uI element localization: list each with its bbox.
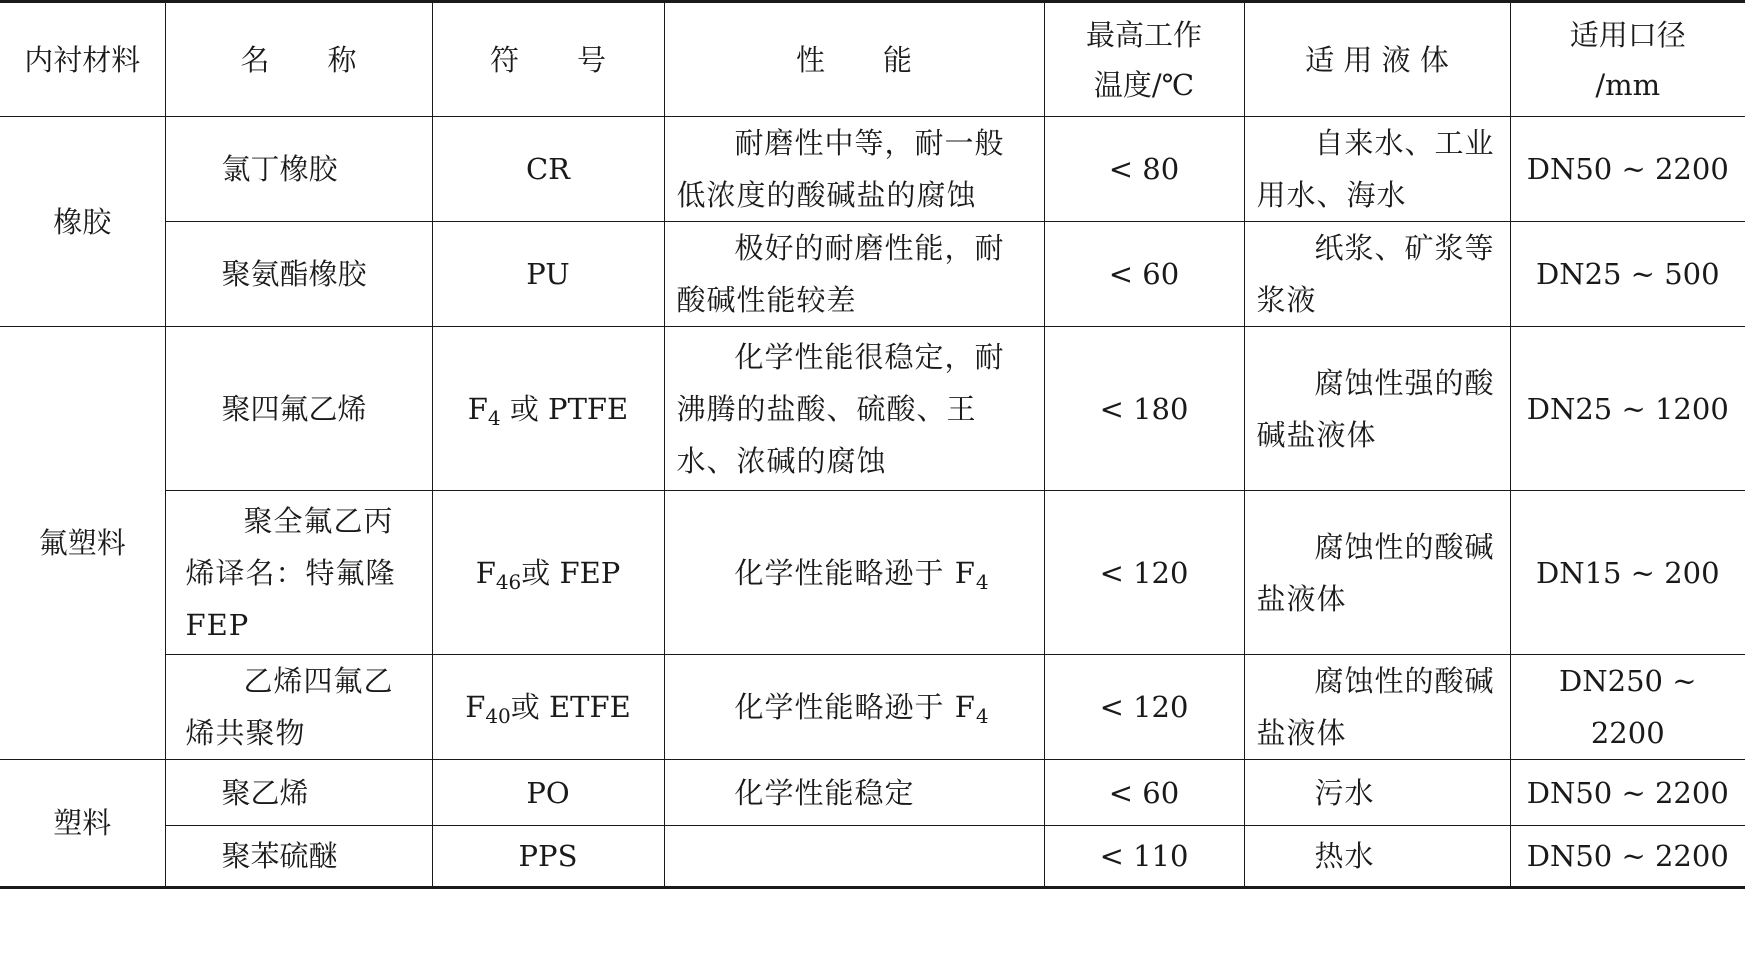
performance-cell: 化学性能稳定 bbox=[664, 760, 1044, 826]
symbol-main: F bbox=[465, 690, 486, 724]
header-material: 内衬材料 bbox=[0, 2, 165, 117]
header-symbol: 符 号 bbox=[432, 2, 664, 117]
max-temp-cell: < 120 bbox=[1044, 491, 1244, 655]
name-cell: 乙烯四氟乙烯共聚物 bbox=[165, 655, 432, 760]
symbol-main: F bbox=[467, 391, 488, 426]
name-cell: 氯丁橡胶 bbox=[165, 117, 432, 222]
performance-subscript: 4 bbox=[975, 569, 990, 594]
performance-cell: 化学性能很稳定，耐沸腾的盐酸、硫酸、王水、浓碱的腐蚀 bbox=[664, 327, 1044, 491]
fluid-cell: 腐蚀性的酸碱盐液体 bbox=[1244, 491, 1510, 655]
header-row bbox=[0, 2, 1745, 117]
header-max-temp-line2: 温度/℃ bbox=[1093, 67, 1195, 102]
symbol-cell: PPS bbox=[432, 826, 664, 888]
name-cell: 聚苯硫醚 bbox=[165, 826, 432, 888]
table-row bbox=[0, 117, 1745, 222]
name-cell: 聚四氟乙烯 bbox=[165, 327, 432, 491]
header-performance: 性 能 bbox=[664, 2, 1044, 117]
max-temp-cell: < 80 bbox=[1044, 117, 1244, 222]
diameter-cell: DN50 ~ 2200 bbox=[1510, 826, 1745, 888]
header-fluid: 适 用 液 体 bbox=[1244, 2, 1510, 117]
header-diameter-line2: /mm bbox=[1595, 67, 1661, 102]
symbol-subscript: 4 bbox=[487, 405, 501, 430]
performance-cell bbox=[664, 826, 1044, 888]
symbol-main: F bbox=[475, 555, 496, 590]
max-temp-cell: < 60 bbox=[1044, 760, 1244, 826]
fluid-cell: 纸浆、矿浆等浆液 bbox=[1244, 222, 1510, 327]
performance-main: 化学性能略逊于 F bbox=[734, 690, 976, 724]
max-temp-cell: < 180 bbox=[1044, 327, 1244, 491]
max-temp-cell: < 60 bbox=[1044, 222, 1244, 327]
diameter-cell: DN50 ~ 2200 bbox=[1510, 760, 1745, 826]
name-cell: 聚乙烯 bbox=[165, 760, 432, 826]
table-row bbox=[0, 760, 1745, 826]
symbol-rest: 或 PTFE bbox=[500, 391, 629, 426]
max-temp-cell: < 110 bbox=[1044, 826, 1244, 888]
symbol-subscript: 40 bbox=[485, 704, 511, 728]
header-max-temp-line1: 最高工作 bbox=[1085, 17, 1202, 52]
header-max-temp bbox=[1044, 2, 1244, 117]
symbol-cell: CR bbox=[432, 117, 664, 222]
material-cell-rubber: 橡胶 bbox=[0, 117, 165, 327]
symbol-rest: 或 ETFE bbox=[510, 690, 631, 724]
header-diameter bbox=[1510, 2, 1745, 117]
symbol-cell bbox=[432, 655, 664, 760]
header-diameter-line1: 适用口径 bbox=[1569, 17, 1686, 52]
performance-cell: 耐磨性中等，耐一般低浓度的酸碱盐的腐蚀 bbox=[664, 117, 1044, 222]
fluid-cell: 腐蚀性强的酸碱盐液体 bbox=[1244, 327, 1510, 491]
header-name: 名 称 bbox=[165, 2, 432, 117]
fluid-cell: 腐蚀性的酸碱盐液体 bbox=[1244, 655, 1510, 760]
name-cell: 聚氨酯橡胶 bbox=[165, 222, 432, 327]
diameter-cell: DN25 ~ 1200 bbox=[1510, 327, 1745, 491]
material-cell-plastic: 塑料 bbox=[0, 760, 165, 888]
performance-cell bbox=[664, 491, 1044, 655]
symbol-subscript: 46 bbox=[495, 569, 522, 594]
material-cell-fluoroplastic: 氟塑料 bbox=[0, 327, 165, 760]
max-temp-cell: < 120 bbox=[1044, 655, 1244, 760]
table-row bbox=[0, 655, 1745, 760]
table-row bbox=[0, 327, 1745, 491]
performance-subscript: 4 bbox=[975, 704, 990, 728]
diameter-cell: DN25 ~ 500 bbox=[1510, 222, 1745, 327]
symbol-cell: PU bbox=[432, 222, 664, 327]
symbol-cell bbox=[432, 327, 664, 491]
performance-main: 化学性能略逊于 F bbox=[734, 555, 976, 590]
diameter-cell: DN50 ~ 2200 bbox=[1510, 117, 1745, 222]
table-row bbox=[0, 826, 1745, 888]
table-row bbox=[0, 222, 1745, 327]
diameter-cell: DN250 ~ 2200 bbox=[1510, 655, 1745, 760]
symbol-cell: PO bbox=[432, 760, 664, 826]
fluid-cell: 污水 bbox=[1244, 760, 1510, 826]
performance-cell bbox=[664, 655, 1044, 760]
name-cell: 聚全氟乙丙烯译名：特氟隆 FEP bbox=[165, 491, 432, 655]
diameter-cell: DN15 ~ 200 bbox=[1510, 491, 1745, 655]
performance-cell: 极好的耐磨性能，耐酸碱性能较差 bbox=[664, 222, 1044, 327]
symbol-rest: 或 FEP bbox=[521, 555, 621, 590]
fluid-cell: 自来水、工业用水、海水 bbox=[1244, 117, 1510, 222]
fluid-cell: 热水 bbox=[1244, 826, 1510, 888]
table-row bbox=[0, 491, 1745, 655]
symbol-cell bbox=[432, 491, 664, 655]
